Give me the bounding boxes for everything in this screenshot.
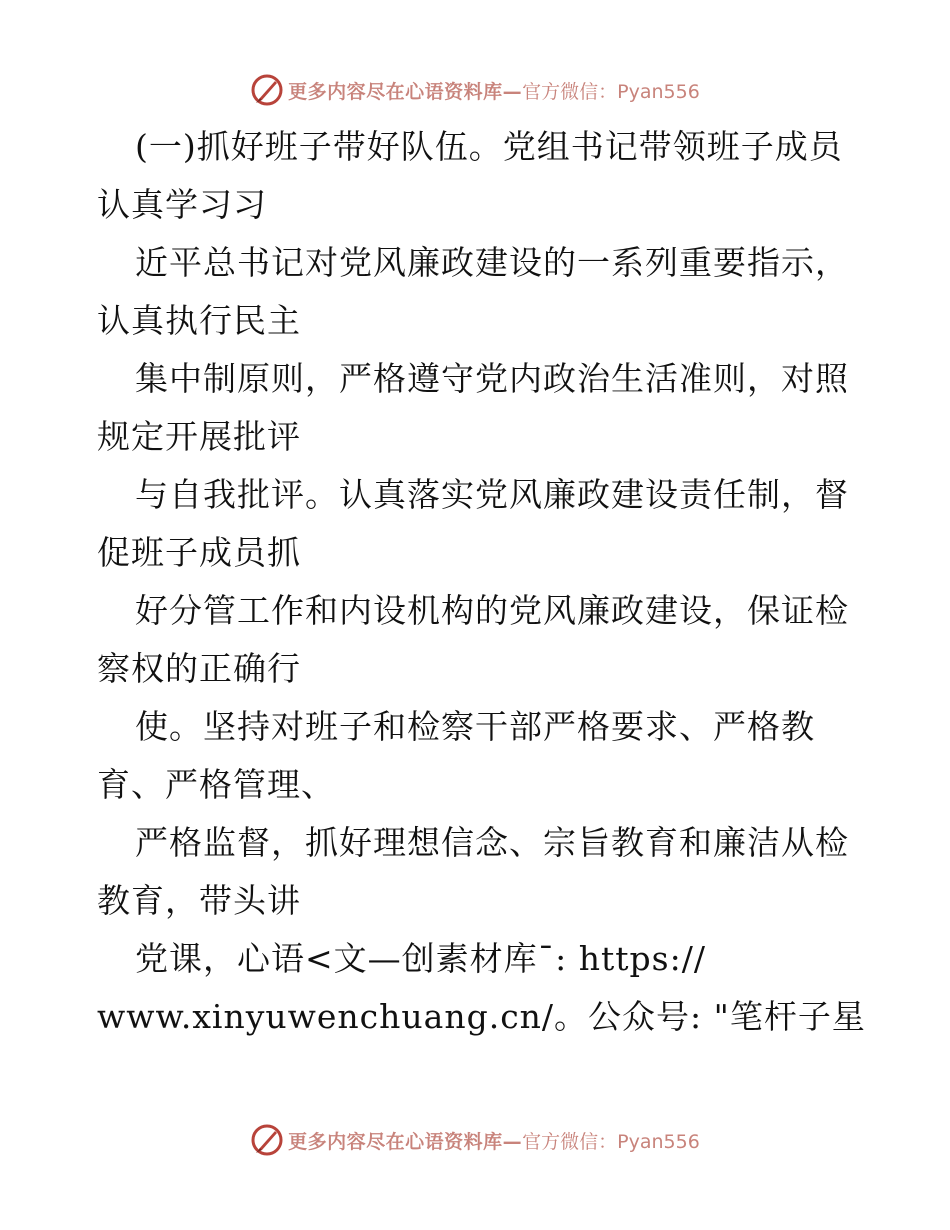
banner-wechat: 官方微信：Pyan556 — [522, 80, 700, 103]
document-body — [97, 118, 866, 1046]
footer-watermark-banner — [0, 1120, 950, 1160]
quill-pen-logo-icon — [250, 1123, 284, 1157]
text-line: 教育，带头讲 — [97, 881, 301, 920]
text-line: www.xinyuwenchuang.cn/。公众号: "笔杆子星 — [97, 997, 866, 1036]
quill-pen-logo-icon — [250, 73, 284, 107]
banner-text — [288, 1127, 700, 1154]
text-line: 集中制原则，严格遵守党内政治生活准则，对照 — [135, 359, 849, 398]
text-line: 促班子成员抓 — [97, 533, 301, 572]
text-line: 近平总书记对党风廉政建设的一系列重要指示， — [135, 243, 849, 282]
text-line: 使。坚持对班子和检察干部严格要求、严格教 — [135, 707, 815, 746]
banner-title: 更多内容尽在心语资料库— — [288, 1130, 523, 1153]
text-line: 认真执行民主 — [97, 301, 301, 340]
text-line: 育、严格管理、 — [97, 765, 335, 804]
banner-text — [288, 77, 700, 104]
banner-wechat: 官方微信：Pyan556 — [522, 1130, 700, 1153]
text-line: (一)抓好班子带好队伍。党组书记带领班子成员 — [135, 127, 843, 166]
text-line: 与自我批评。认真落实党风廉政建设责任制，督 — [135, 475, 849, 514]
banner-title: 更多内容尽在心语资料库— — [288, 80, 523, 103]
text-line: 好分管工作和内设机构的党风廉政建设，保证检 — [135, 591, 849, 630]
text-line: 党课，心语<文—创素材库¯: https:// — [135, 939, 706, 978]
text-line: 认真学习习 — [97, 185, 267, 224]
text-line: 察权的正确行 — [97, 649, 301, 688]
text-line: 规定开展批评 — [97, 417, 301, 456]
text-line: 严格监督，抓好理想信念、宗旨教育和廉洁从检 — [135, 823, 849, 862]
header-watermark-banner — [0, 70, 950, 110]
